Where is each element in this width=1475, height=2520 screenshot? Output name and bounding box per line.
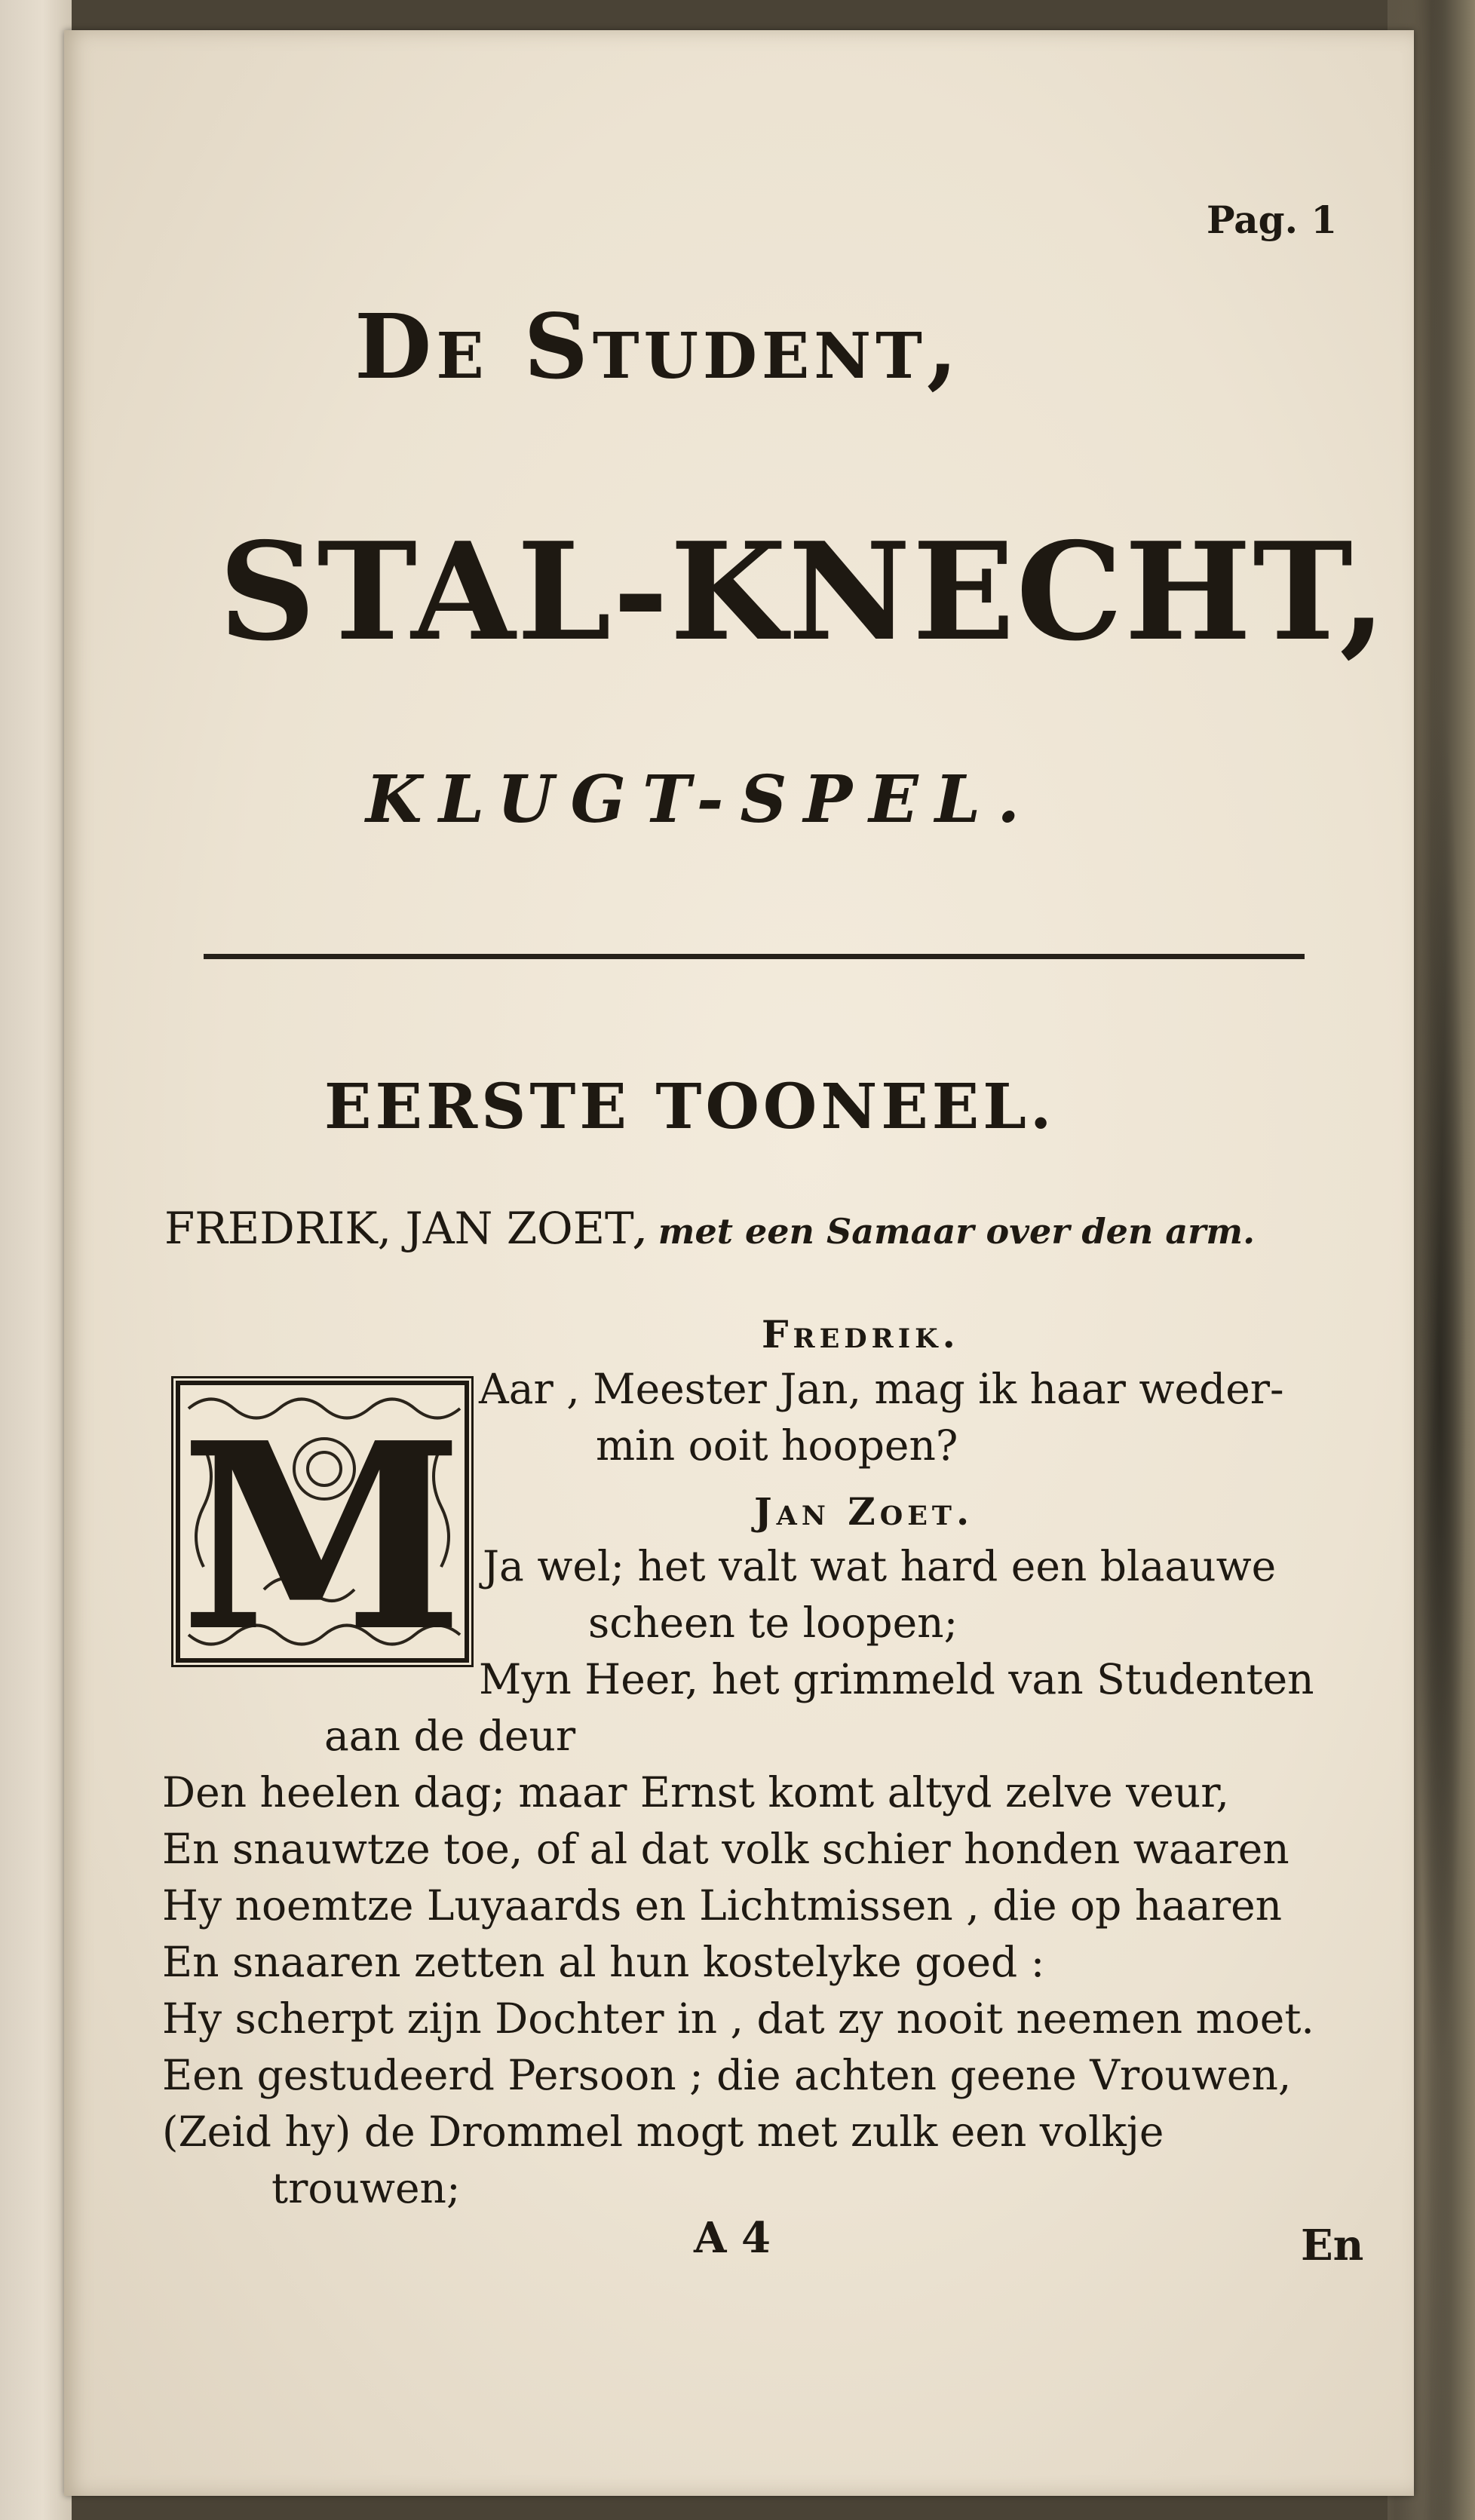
verse-line: Aar , Meester Jan, mag ik haar weder- [479,1365,1284,1413]
cast-names: FREDRIK, JAN ZOET [164,1203,634,1254]
scene-heading: EERSTE TOONEEL. [324,1071,1056,1143]
catchword: En [1301,2221,1364,2270]
verse-line: Den heelen dag; maar Ernst komt altyd zelve veur, [162,1768,1229,1816]
verse-line: En snaaren zetten al hun kostelyke goed : [162,1938,1045,1986]
stage-direction: , met een Samaar over den arm. [633,1211,1256,1252]
speaker-jan-zoet: Jan Zoet. [754,1489,974,1534]
page-number-header: Pag. 1 [1207,198,1338,242]
title-genre: KLUGT-SPEL. [366,762,1037,838]
verse-line: (Zeid hy) de Drommel mogt met zulk een volkje [162,2108,1164,2156]
title-line-2: STAL-KNECHT, [219,513,1388,670]
verse-line: scheen te loopen; [588,1599,958,1647]
verse-line: aan de deur [324,1712,576,1760]
verse-line: min ooit hoopen? [596,1421,958,1470]
decorated-initial-icon [171,1376,474,1667]
verse-line: Myn Heer, het grimmeld van Studenten [479,1655,1314,1703]
horizontal-rule [204,954,1305,959]
svg-text:M: M [179,1387,465,1665]
cast-list [164,1203,1255,1254]
verse-line: Hy noemtze Luyaards en Lichtmissen , die op haaren [162,1881,1283,1930]
verse-line: Ja wel; het valt wat hard een blaauwe [483,1542,1277,1590]
verse-line: trouwen; [271,2164,461,2212]
title-line-1: De Student, [354,294,962,399]
verse-line: En snauwtze toe, of al dat volk schier honden waaren [162,1825,1289,1873]
signature-mark: A 4 [694,2213,771,2263]
verse-line: Een gestudeerd Persoon ; die achten geene Vrouwen, [162,2051,1292,2099]
verse-line: Hy scherpt zijn Dochter in , dat zy nooit neemen moet. [162,1994,1314,2043]
facing-page-edge [0,0,72,2520]
speaker-fredrik: Fredrik. [762,1312,960,1357]
